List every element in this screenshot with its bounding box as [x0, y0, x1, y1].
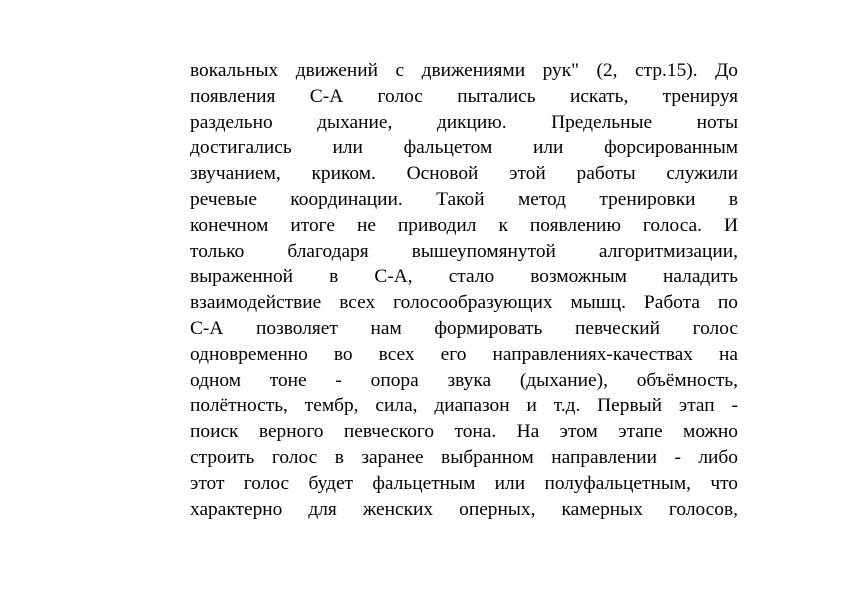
text-line: характерно для женских оперных, камерных голосов,: [190, 498, 738, 520]
text-line: вокальных движений с движениями рук" (2, стр.15). До: [190, 60, 738, 81]
text-line: этот голос будет фальцетным или полуфальцетным, что: [190, 472, 738, 494]
text-line: появления С-А голос пытались искать, тренируя: [190, 85, 738, 107]
text-line: одновременно во всех его направлениях-качествах на: [190, 343, 738, 365]
text-line: взаимодействие всех голосообразующих мышц. Работа по: [190, 292, 738, 314]
text-line: полётность, тембр, сила, диапазон и т.д. Первый этап -: [190, 395, 738, 417]
text-line: раздельно дыхание, дикцию. Предельные ноты: [190, 111, 738, 133]
text-line: поиск верного певческого тона. На этом этапе можно: [190, 421, 738, 443]
text-line: достигались или фальцетом или форсированным: [190, 137, 738, 159]
text-line: речевые координации. Такой метод тренировки в: [190, 188, 738, 210]
text-line: строить голос в заранее выбранном направлении - либо: [190, 446, 738, 468]
text-line: С-А позволяет нам формировать певческий голос: [190, 317, 738, 339]
text-line: только благодаря вышеупомянутой алгоритмизации,: [190, 240, 738, 262]
text-line: выраженной в С-А, стало возможным наладить: [190, 266, 738, 288]
text-line: конечном итоге не приводил к появлению голоса. И: [190, 214, 738, 236]
text-line: звучанием, криком. Основой этой работы служили: [190, 163, 738, 185]
text-line: одном тоне - опора звука (дыхание), объёмность,: [190, 369, 738, 391]
body-text: [190, 58, 738, 522]
